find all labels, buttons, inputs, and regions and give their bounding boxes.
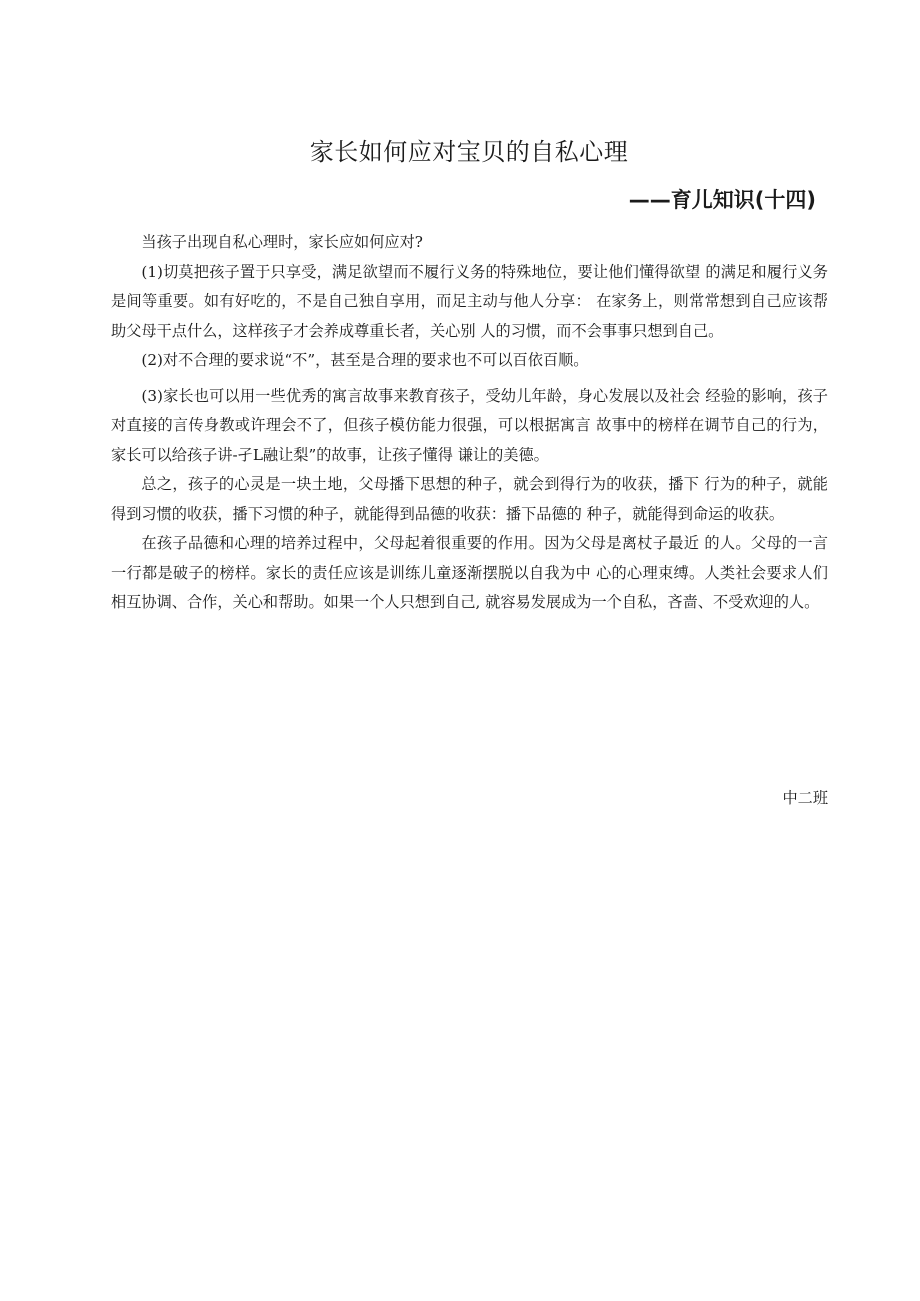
document-title: 家长如何应对宝贝的自私心理 [309,138,629,166]
paragraph-intro: 当孩子出现自私心理时，家长应如何应对? [141,233,423,251]
paragraph-summary: 总之，孩子的心灵是一块土地，父母播下思想的种子，就会到得行为的收获，播下 行为的种子，就能得到习惯的收获，播下习惯的种子，就能得到品德的收获：播下品德的 种子，就能得到命运的收获。 [111,475,828,523]
document-signature: 中二班 [782,789,828,807]
document-body [111,228,828,618]
document-subtitle: ——育儿知识(十四) [628,188,816,212]
paragraph-point-1: (1)切莫把孩子置于只享受，满足欲望而不履行义务的特殊地位，要让他们懂得欲望 的满足和履行义务是间等重要。如有好吃的，不是自己独自享用，而足主动与他人分享： 在家务上，则常常想到自己应该帮助父母干点什么，这样孩子才会养成尊重长者，关心别 人的习惯，而不会事事只想到自己。 [111,262,828,340]
paragraph-conclusion: 在孩子品德和心理的培养过程中，父母起着很重要的作用。因为父母是离杖子最近 的人。父母的一言一行都是破子的榜样。家长的责任应该是训练儿童逐渐摆脱以自我为中 心的心理束缚。人类社会要求人们相互协调、合作，关心和帮助。如果一个人只想到自己, 就容易发展成为一个自私，吝啬、不受欢迎的人。 [111,534,828,611]
paragraph-point-2: (2)对不合理的要求说“不”，甚至是合理的要求也不可以百依百顺。 [141,351,589,369]
paragraph-point-3: (3)家长也可以用一些优秀的寓言故事来教育孩子，受幼儿年龄，身心发展以及社会 经验的影响，孩子对直接的言传身教或许理会不了，但孩子模仿能力很强，可以根据寓言 故事中的榜样在调节自己的行为，家长可以给孩子讲-孑L融让梨”的故事，让孩子懂得 谦让的美德。 [111,386,828,464]
